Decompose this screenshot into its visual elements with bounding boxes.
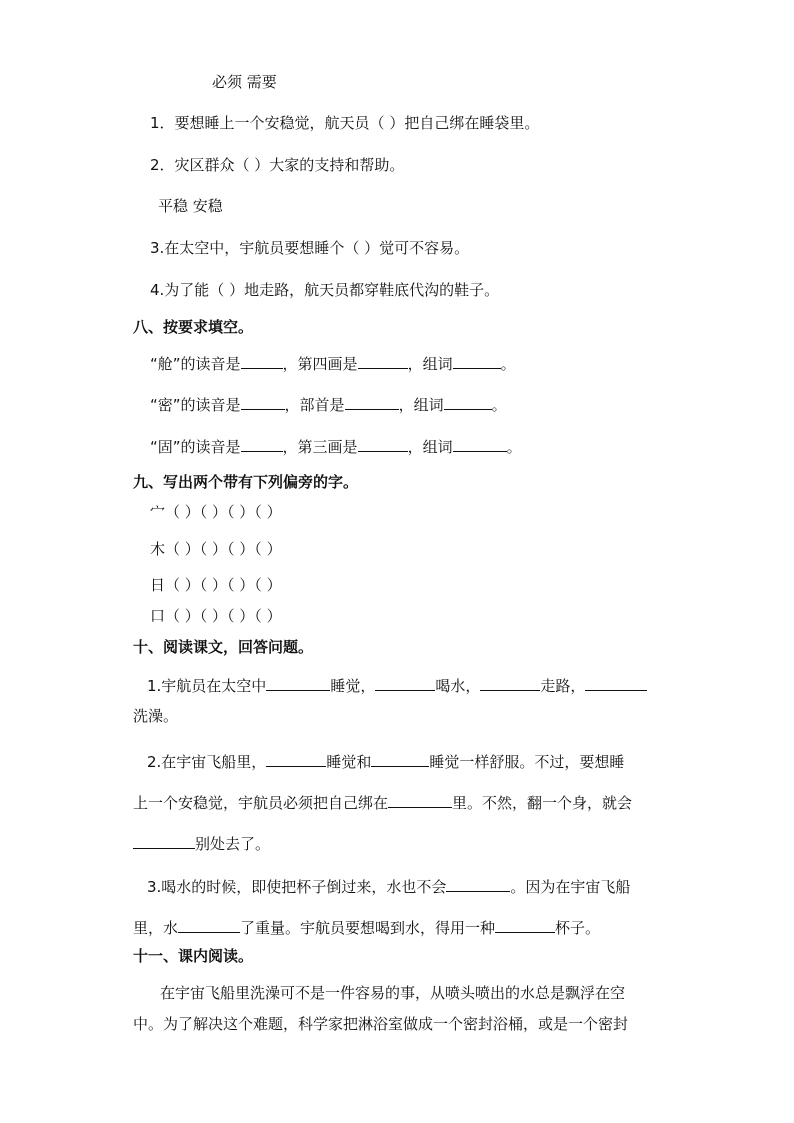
- fill-text: ，组词: [407, 438, 453, 456]
- q-text: 里，水: [133, 919, 179, 937]
- fill-text: 。: [500, 355, 516, 373]
- reading-question-2: [133, 742, 661, 865]
- section-9-heading: 九、写出两个带有下列偏旁的字。: [133, 473, 359, 491]
- q-text: 里。不然，翻一个身，就会: [452, 794, 633, 812]
- fill-text: 。: [506, 438, 522, 456]
- fill-text: ，第三画是: [282, 438, 358, 456]
- fill-text: 。: [491, 396, 507, 414]
- blank[interactable]: [446, 876, 510, 892]
- radical-row-4: 口（ ）（ ）（ ）（ ）: [150, 607, 282, 625]
- q-text: 别处去了。: [195, 835, 271, 853]
- section-10-heading: 十、阅读课文，回答问题。: [133, 638, 314, 656]
- passage-line-2: 中。为了解决这个难题，科学家把淋浴室做成一个密封浴桶，或是一个密封: [133, 1015, 629, 1033]
- q-text: 睡觉和: [326, 753, 372, 771]
- q-text: 。因为在宇宙飞船: [510, 878, 631, 896]
- q-text: 喝水，: [435, 677, 481, 695]
- q-text: 睡觉一样舒服。不过，要想睡: [429, 753, 625, 771]
- blank[interactable]: [388, 792, 452, 808]
- fill-row-3: [150, 436, 522, 457]
- section-8-heading: 八、按要求填空。: [133, 318, 254, 336]
- fill-text: ，组词: [407, 355, 453, 373]
- q-text: 洗澡。: [133, 707, 179, 725]
- fill-text: ，部首是: [284, 396, 345, 414]
- fill-text: ，第四画是: [282, 355, 358, 373]
- blank[interactable]: [266, 751, 326, 767]
- radical-row-2: 木（ ）（ ）（ ）（ ）: [150, 540, 282, 558]
- blank[interactable]: [453, 436, 507, 452]
- q-text: 上一个安稳觉，宇航员必须把自己绑在: [133, 794, 389, 812]
- reading-question-1: [133, 671, 661, 731]
- blank[interactable]: [345, 394, 399, 410]
- blank[interactable]: [358, 353, 408, 369]
- reading-question-3: [133, 867, 661, 949]
- blank[interactable]: [371, 751, 429, 767]
- blank[interactable]: [266, 675, 330, 691]
- fill-text: “固”的读音是: [150, 438, 241, 456]
- fill-text: ，组词: [398, 396, 444, 414]
- q-text: 杯子。: [555, 919, 601, 937]
- passage-line-1: 在宇宙飞船里洗澡可不是一件容易的事，从喷头喷出的水总是飘浮在空: [160, 984, 626, 1002]
- blank[interactable]: [495, 917, 555, 933]
- q-text: 1.宇航员在太空中: [147, 677, 267, 695]
- blank[interactable]: [241, 353, 283, 369]
- blank[interactable]: [241, 436, 283, 452]
- blank[interactable]: [133, 833, 195, 849]
- q-text: 走路，: [540, 677, 586, 695]
- section-11-heading: 十一、课内阅读。: [133, 947, 254, 965]
- blank[interactable]: [178, 917, 240, 933]
- q-text: 睡觉，: [330, 677, 376, 695]
- blank[interactable]: [241, 394, 285, 410]
- blank[interactable]: [375, 675, 435, 691]
- question-4: 4.为了能（ ）地走路，航天员都穿鞋底代沟的鞋子。: [150, 281, 500, 299]
- fill-text: “密”的读音是: [150, 396, 241, 414]
- fill-text: “舱”的读音是: [150, 355, 241, 373]
- radical-row-1: 宀（ ）（ ）（ ）（ ）: [150, 503, 282, 521]
- word-options-2: 平稳 安稳: [158, 197, 223, 215]
- radical-row-3: 日（ ）（ ）（ ）（ ）: [150, 576, 282, 594]
- q-text: 了重量。宇航员要想喝到水，得用一种: [240, 919, 496, 937]
- q-text: 2.在宇宙飞船里，: [147, 753, 267, 771]
- question-2: 2．灾区群众（ ）大家的支持和帮助。: [150, 156, 405, 174]
- blank[interactable]: [444, 394, 492, 410]
- blank[interactable]: [453, 353, 501, 369]
- q-text: 3.喝水的时候，即使把杯子倒过来，水也不会: [147, 878, 447, 896]
- fill-row-2: [150, 394, 507, 415]
- word-options-1: 必须 需要: [212, 73, 277, 91]
- question-1: 1．要想睡上一个安稳觉，航天员（ ）把自己绑在睡袋里。: [150, 114, 540, 132]
- blank[interactable]: [585, 675, 647, 691]
- blank[interactable]: [480, 675, 540, 691]
- blank[interactable]: [358, 436, 408, 452]
- question-3: 3.在太空中，宇航员要想睡个（ ）觉可不容易。: [150, 239, 470, 257]
- fill-row-1: [150, 353, 516, 374]
